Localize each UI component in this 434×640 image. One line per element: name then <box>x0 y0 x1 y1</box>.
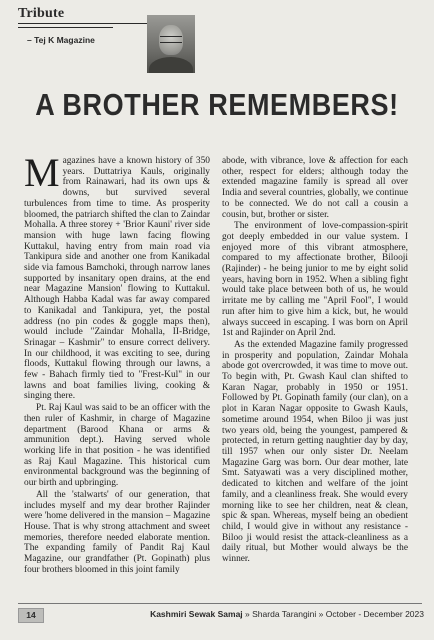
paragraph: Pt. Raj Kaul was said to be an officer with the then ruler of Kashmir, in charge of Magazine department (Barood Khana or arms & ammunition dept.). Having served whole working life in that position - he was identified as Raj Kaul Magazine. This historical cum environmental background was the beginning of our birth and upbringing. <box>24 403 210 489</box>
author-photo <box>147 15 195 73</box>
left-column <box>24 150 210 575</box>
paragraph: abode, with vibrance, love & affection for each other, respect for elders; although today the extended magazine family is spread all over India and several countries, globally, we continue to be connected. We do not call a cousin a cousin, but, brother or sister. <box>222 156 408 220</box>
footer-publication: Kashmiri Sewak Samaj <box>150 609 243 619</box>
byline: – Tej K Magazine <box>27 35 95 45</box>
dropcap: M <box>24 150 60 195</box>
photo-shoulders <box>149 57 193 73</box>
footer-issue: October - December 2023 <box>325 609 424 619</box>
right-column <box>222 156 408 565</box>
footer-text <box>150 609 424 619</box>
paragraph: All the 'stalwarts' of our generation, that includes myself and my dear brother Rajinder were 'home delivered in the mansion – Magazine House. That is why strong attachment and sweet memories, therefore needed elaborate mention. The expanding family of Pandit Raj Kaul Magazine, our grandfather (Pt. Gopinath) plus four brothers bloomed in this joint family <box>24 489 210 575</box>
paragraph <box>24 150 210 402</box>
section-label: Tribute <box>18 6 65 21</box>
photo-glasses <box>160 36 182 43</box>
paragraph: The environment of love-compassion-spirit got deeply embedded in our value system. I enjoyed more of this vibrant atmosphere, compared to my affectionate brother, Bilooji (Rajinder) - he being junior to me by eight solid years, having born in 1952. When a sibling fight would take place between both of us, he would irritate me by calling me "April Fool", I would run after him to give him a kick, but, he would always succeed in escaping. I was born on April 1st and Rajinder on April 2nd. <box>222 221 408 339</box>
paragraph-text: agazines have a known history of 350 years. Duttatriya Kauls, originally from Rainawari, had its own ups & downs, but survived several turbulences from time to time. As prosperity bloomed, the patriarch shifted the clan to Zaindar Mohalla. A three storey + 'Brior Kauni' river side mansion with huge lawn facing flowing Kuttakul, having entry from main road via Tankipura side and another one from Kanikadal side via famous Bamchoki, through narrow lanes supported by insanitary open drains, at the end near Magazine Mansion' flowing to Kuttakul. Although Habba Kadal was far away compared to Kanikadal and Tankipura, yet, the postal address (no pin codes & goggle maps then), would include "Zaindar Mohalla, II-Bridge, Srinagar – Kashmir" to ensure correct delivery. In our childhood, it was exciting to see, during floods, Kuttakul flowing through our lawns, a few - Bahach firmly tied to "Frest-Kul" in our lawns and boat families living, cooking & singing there. <box>24 156 210 402</box>
paragraph: As the extended Magazine family progressed in prosperity and population, Zaindar Mohala abode got overcrowded, it was time to move out. To begin with, Pt. Gwash Kaul clan shifted to Karan Nagar, probably in 1950 or 1951. Followed by Pt. Gopinath family (our clan), on a plot in Karan Nagar opposite to Gwash Kauls, sometime around 1954, when Biloo ji was just two years old, being the youngest, pampered & protected, in return getting naughtier day by day, till 1957 when our only sister Dr. Neelam Magazine Garg was born. Our dear mother, late Smt. Satyawati was a very disciplined mother, dedicated to kitchen and welfare of the joint family, and a cleanliness freak. She would every morning like to see her children, neat & clean, spic & span. Whereas, myself being an obedient child, I would give in without any resistance - Biloo ji would resist the attack-cleanliness as a daily ritual, but Mother would always be the winner. <box>222 339 408 565</box>
header-rule-short <box>18 27 113 28</box>
article-title: A BROTHER REMEMBERS! <box>35 88 399 122</box>
footer-magazine: » Sharda Tarangini » <box>245 609 324 619</box>
footer-rule <box>18 603 422 604</box>
page-number: 14 <box>18 608 44 623</box>
